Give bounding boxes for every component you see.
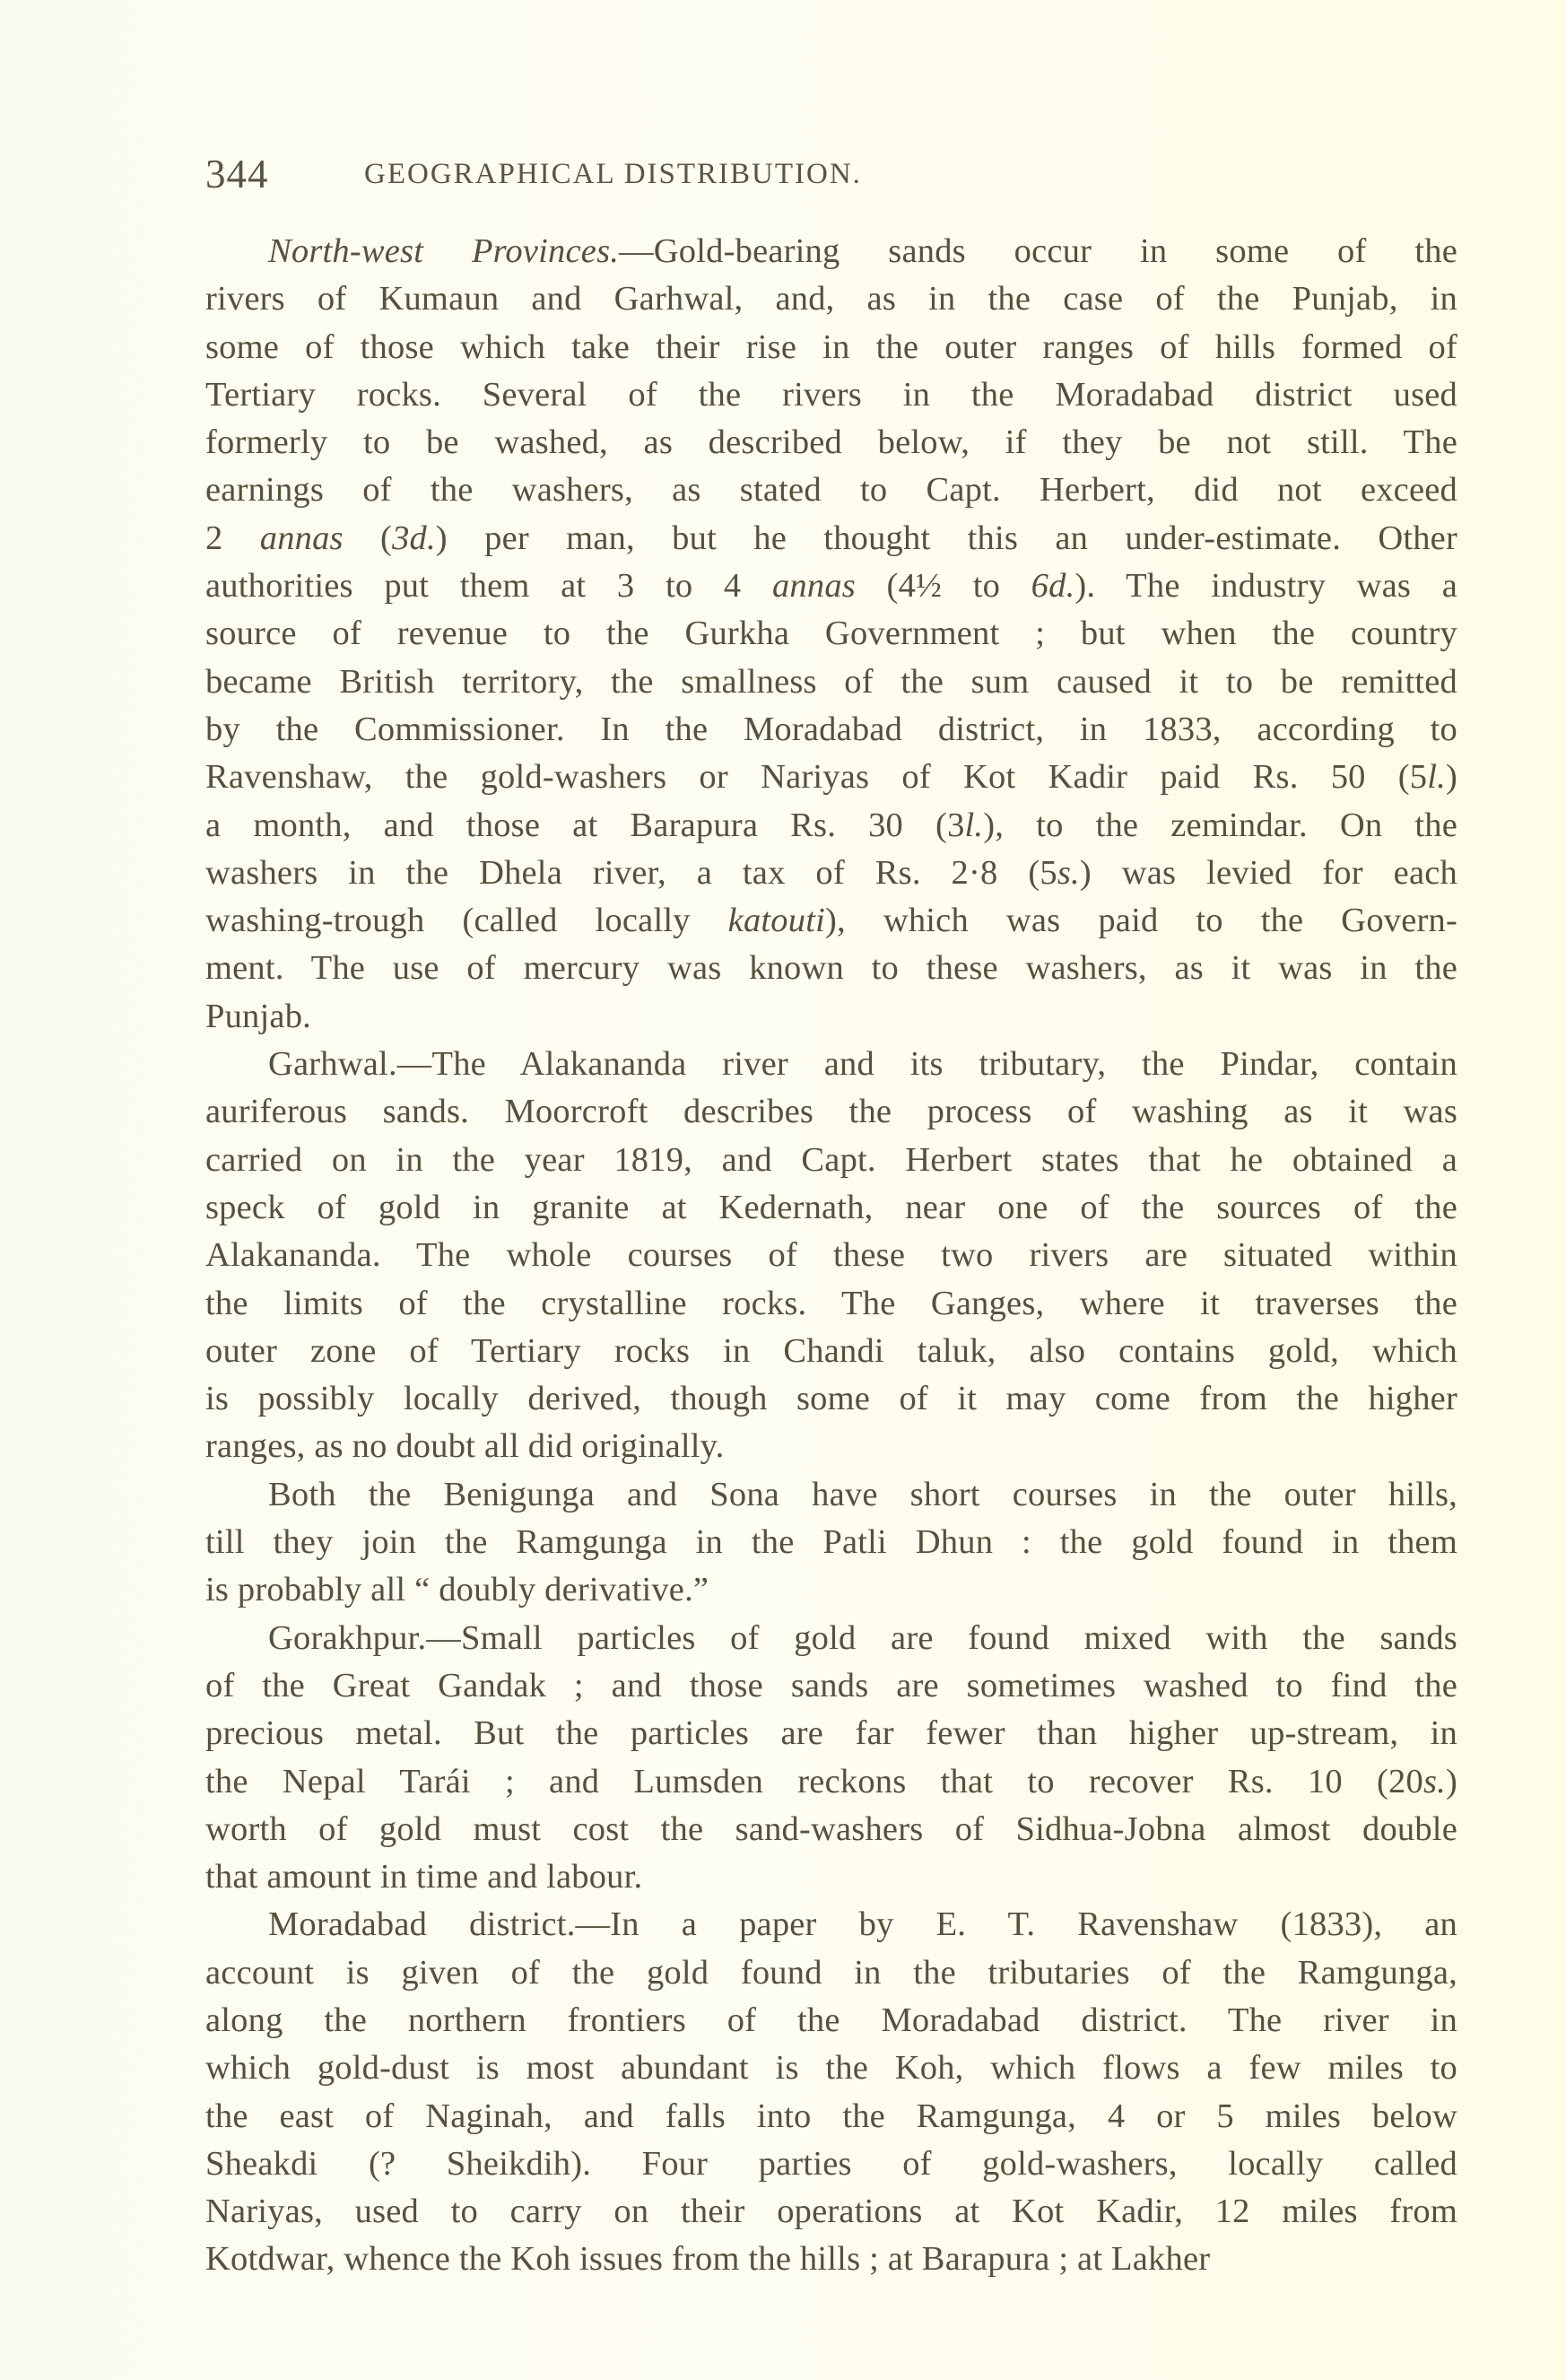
text-run: the east of Naginah, and falls into the Ramgunga, 4 or 5 miles below bbox=[205, 2097, 1457, 2135]
text-line bbox=[205, 1901, 1457, 1948]
text-line bbox=[205, 2188, 1457, 2236]
text-line bbox=[205, 324, 1457, 371]
text-run: the Nepal Tarái ; and Lumsden reckons that to recover Rs. 10 (20 bbox=[205, 1762, 1423, 1800]
paragraph-gorakhpur bbox=[205, 1615, 1457, 1902]
text-run: the limits of the crystalline rocks. The Ganges, where it traverses the bbox=[205, 1284, 1457, 1322]
text-run: Moradabad district.—In a paper by E. T. Ravenshaw (1833), an bbox=[268, 1905, 1457, 1944]
paragraph-benigunga-sona bbox=[205, 1471, 1457, 1615]
text-run: ) per man, but he thought this an under-estimate. Other bbox=[435, 519, 1457, 557]
text-line bbox=[205, 228, 1457, 275]
text-line bbox=[205, 1328, 1457, 1375]
text-run: by the Commissioner. In the Moradabad district, in 1833, according to bbox=[205, 710, 1457, 748]
text-run: which gold-dust is most abundant is the Koh, which flows a few miles to bbox=[205, 2049, 1457, 2088]
text-line bbox=[205, 658, 1457, 706]
text-line bbox=[205, 1041, 1457, 1088]
text-run: authorities put them at 3 to 4 bbox=[205, 567, 772, 606]
text-run: ). The industry was a bbox=[1074, 567, 1457, 606]
text-line bbox=[205, 1997, 1457, 2044]
text-run: till they join the Ramgunga in the Patli Dhun : the gold found in them bbox=[205, 1523, 1457, 1562]
text-run: Alakananda. The whole courses of these two rivers are situated within bbox=[205, 1236, 1457, 1275]
text-run: formerly to be washed, as described below, if they be not still. The bbox=[205, 423, 1457, 462]
text-run: ) bbox=[1445, 758, 1457, 797]
text-run: speck of gold in granite at Kedernath, near one of the sources of the bbox=[205, 1188, 1457, 1226]
text-line bbox=[205, 2140, 1457, 2188]
text-line bbox=[205, 1662, 1457, 1710]
text-run: along the northern frontiers of the Moradabad district. The river in bbox=[205, 2001, 1457, 2039]
paragraph-north-west-provinces bbox=[205, 228, 1457, 1041]
text-run: Sheakdi (? Sheikdih). Four parties of gold-washers, locally called bbox=[205, 2144, 1457, 2183]
text-run: that amount in time and labour. bbox=[205, 1858, 643, 1896]
text-run: Punjab. bbox=[205, 997, 311, 1035]
text-run: ) was levied for each bbox=[1079, 853, 1457, 892]
text-line bbox=[205, 1758, 1457, 1806]
text-line bbox=[205, 562, 1457, 610]
text-run: ment. The use of mercury was known to these washers, as it was in the bbox=[205, 949, 1457, 988]
text-run: a month, and those at Barapura Rs. 30 (3 bbox=[205, 806, 965, 844]
text-line bbox=[205, 993, 1457, 1041]
italic-text: l. bbox=[964, 806, 984, 844]
text-line bbox=[205, 945, 1457, 992]
text-line bbox=[205, 1806, 1457, 1853]
body-text bbox=[205, 228, 1457, 2284]
text-line bbox=[205, 2044, 1457, 2092]
text-line bbox=[205, 1615, 1457, 1662]
text-run: Kotdwar, whence the Koh issues from the hills ; at Barapura ; at Lakher bbox=[205, 2240, 1211, 2279]
paragraph-garhwal bbox=[205, 1041, 1457, 1471]
text-run: Nariyas, used to carry on their operations at Kot Kadir, 12 miles from bbox=[205, 2193, 1457, 2231]
italic-text: s. bbox=[1057, 853, 1080, 892]
text-line bbox=[205, 897, 1457, 945]
text-run: outer zone of Tertiary rocks in Chandi taluk, also contains gold, which bbox=[205, 1331, 1457, 1370]
text-line bbox=[205, 1232, 1457, 1279]
text-run: rivers of Kumaun and Garhwal, and, as in the case of the Punjab, in bbox=[205, 280, 1457, 318]
italic-text: 6d. bbox=[1031, 567, 1075, 606]
text-run: precious metal. But the particles are far fewer than higher up-stream, in bbox=[205, 1714, 1457, 1753]
text-run: source of revenue to the Gurkha Government ; but when the country bbox=[205, 615, 1457, 653]
text-run: account is given of the gold found in the tributaries of the Ramgunga, bbox=[205, 1953, 1457, 1992]
text-line bbox=[205, 1184, 1457, 1232]
text-line bbox=[205, 1423, 1457, 1470]
italic-text: l. bbox=[1427, 758, 1446, 797]
text-line bbox=[205, 1280, 1457, 1328]
text-line bbox=[205, 610, 1457, 658]
text-run: Tertiary rocks. Several of the rivers in the Moradabad district used bbox=[205, 375, 1457, 414]
text-run: earnings of the washers, as stated to Capt. Herbert, did not exceed bbox=[205, 471, 1457, 510]
text-run: Ravenshaw, the gold-washers or Nariyas of Kot Kadir paid Rs. 50 (5 bbox=[205, 758, 1428, 797]
text-run: washers in the Dhela river, a tax of Rs. 2·8 (5 bbox=[205, 853, 1057, 892]
text-run: is possibly locally derived, though some of it may come from the higher bbox=[205, 1380, 1457, 1418]
italic-text: annas bbox=[771, 567, 856, 606]
text-line bbox=[205, 1566, 1457, 1614]
text-line bbox=[205, 706, 1457, 754]
text-run: ) bbox=[1445, 1762, 1457, 1800]
text-line bbox=[205, 2236, 1457, 2283]
text-run: ranges, as no doubt all did originally. bbox=[205, 1427, 725, 1466]
text-line bbox=[205, 1137, 1457, 1184]
running-title: GEOGRAPHICAL DISTRIBUTION. bbox=[364, 158, 862, 190]
italic-text: annas bbox=[259, 519, 344, 557]
text-line bbox=[205, 802, 1457, 850]
text-run: ( bbox=[343, 519, 393, 557]
paragraph-moradabad-district bbox=[205, 1901, 1457, 2283]
text-run: carried on in the year 1819, and Capt. Herbert states that he obtained a bbox=[205, 1140, 1457, 1179]
text-run: Both the Benigunga and Sona have short courses in the outer hills, bbox=[268, 1475, 1457, 1513]
text-line bbox=[205, 515, 1457, 562]
italic-text: s. bbox=[1422, 1762, 1446, 1800]
text-line bbox=[205, 1519, 1457, 1566]
text-run: worth of gold must cost the sand-washers of Sidhua-Jobna almost double bbox=[205, 1809, 1457, 1848]
text-run: ), to the zemindar. On the bbox=[983, 806, 1457, 844]
text-line bbox=[205, 754, 1457, 801]
text-run: washing-trough (called locally bbox=[205, 902, 728, 940]
text-line bbox=[205, 275, 1457, 323]
text-run: Garhwal.—The Alakananda river and its tributary, the Pindar, contain bbox=[268, 1045, 1457, 1084]
page-number: 344 bbox=[205, 152, 269, 196]
text-line bbox=[205, 1853, 1457, 1901]
running-head bbox=[205, 151, 1461, 205]
text-line bbox=[205, 1949, 1457, 1997]
text-line bbox=[205, 1375, 1457, 1423]
text-run: (4½ to bbox=[855, 567, 1031, 606]
text-run: some of those which take their rise in the outer ranges of hills formed of bbox=[205, 327, 1457, 366]
text-line bbox=[205, 850, 1457, 897]
text-run: auriferous sands. Moorcroft describes the process of washing as it was bbox=[205, 1093, 1457, 1131]
text-run: Gorakhpur.—Small particles of gold are found mixed with the sands bbox=[268, 1618, 1457, 1657]
text-line bbox=[205, 371, 1457, 419]
italic-text: katouti bbox=[727, 902, 825, 940]
text-run: —Gold-bearing sands occur in some of the bbox=[619, 232, 1457, 270]
text-run: ), which was paid to the Govern- bbox=[825, 902, 1457, 940]
text-line bbox=[205, 1471, 1457, 1519]
text-run: is probably all “ doubly derivative.” bbox=[205, 1571, 709, 1609]
italic-text: North-west Provinces. bbox=[268, 232, 620, 270]
text-line bbox=[205, 1710, 1457, 1757]
text-run: 2 bbox=[205, 519, 260, 557]
text-run: of the Great Gandak ; and those sands are sometimes washed to find the bbox=[205, 1666, 1457, 1704]
text-line bbox=[205, 1088, 1457, 1136]
text-line bbox=[205, 2093, 1457, 2140]
text-line bbox=[205, 466, 1457, 514]
text-run: became British territory, the smallness of the sum caused it to be remitted bbox=[205, 662, 1457, 701]
text-line bbox=[205, 419, 1457, 466]
italic-text: 3d. bbox=[392, 519, 436, 557]
